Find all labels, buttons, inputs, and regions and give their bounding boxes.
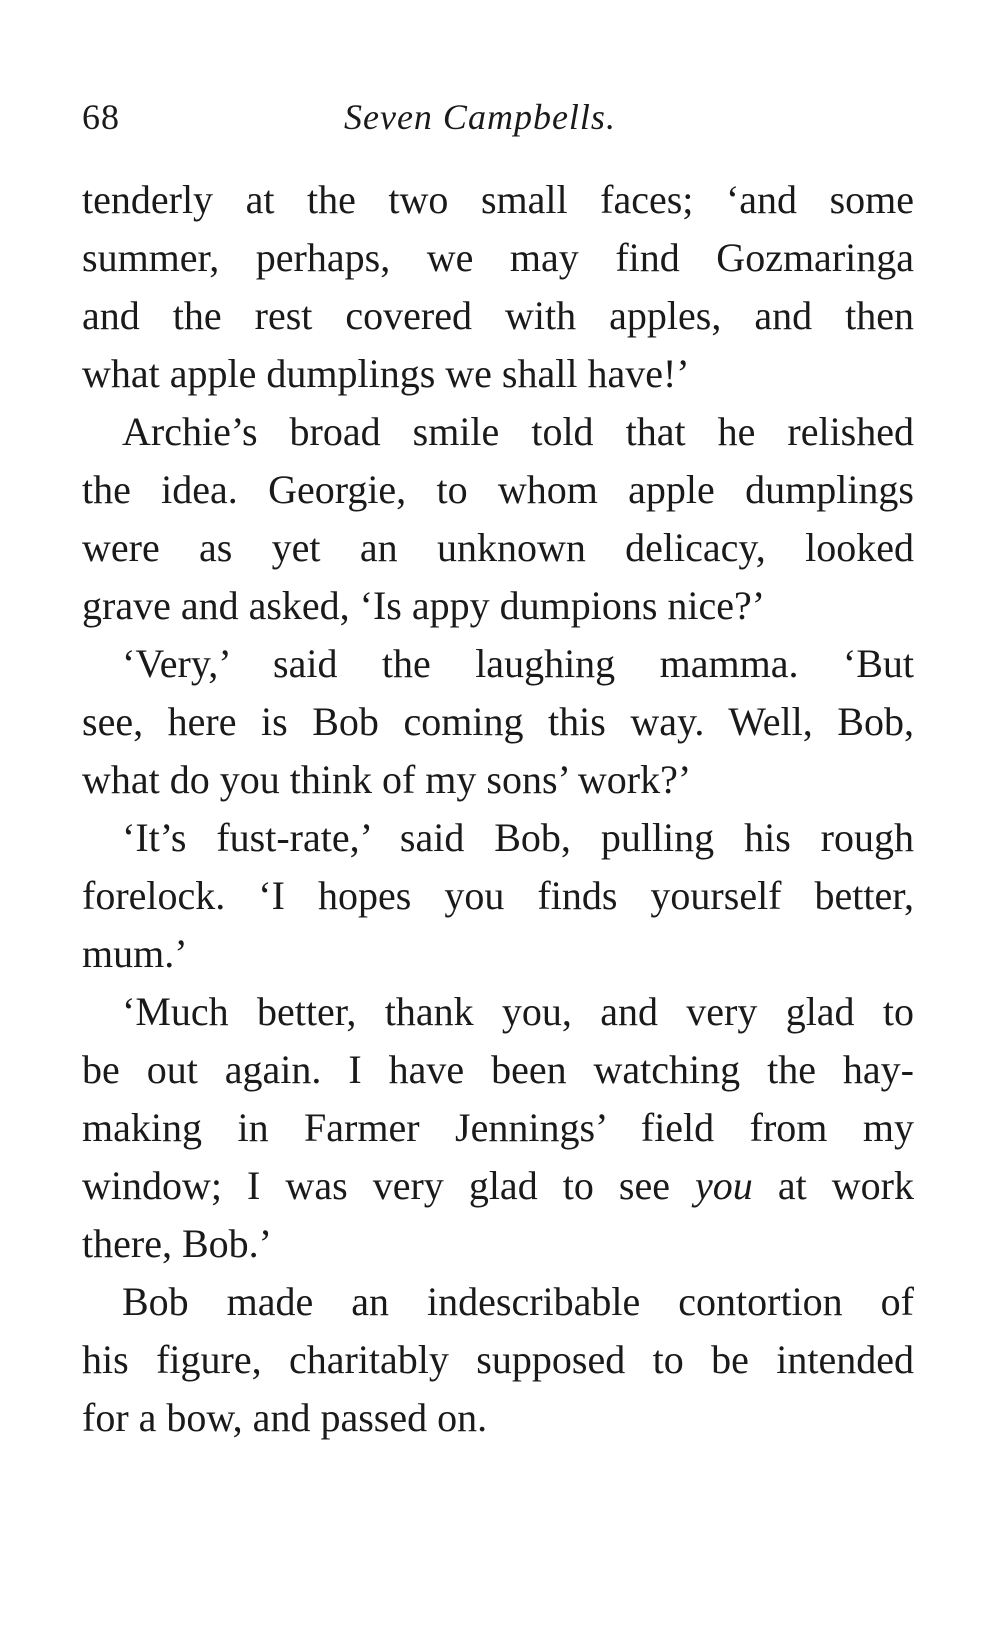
text-line: making in Farmer Jennings’ field from my (82, 1105, 914, 1150)
emphasized-word: you (695, 1163, 753, 1208)
paragraph-start-line: ‘Very,’ said the laughing mamma. ‘But (122, 641, 914, 686)
paragraph-start-line: Bob made an indescribable contortion of (122, 1279, 914, 1324)
paragraph-start-line: Archie’s broad smile told that he relished (122, 409, 914, 454)
text-line: see, here is Bob coming this way. Well, Bob, (82, 699, 914, 744)
text-line: forelock. ‘I hopes you finds yourself better, (82, 873, 914, 918)
text-line: what do you think of my sons’ work?’ (82, 757, 692, 802)
page-header (82, 96, 912, 146)
text-line: the idea. Georgie, to whom apple dumplings (82, 467, 914, 512)
line-text-before: window; I was very glad to see (82, 1163, 696, 1208)
line-text-after: at work (752, 1163, 914, 1208)
running-title: Seven Campbells. (344, 97, 616, 137)
paragraph-start-line: ‘It’s fust-rate,’ said Bob, pulling his rough (122, 815, 914, 860)
page-number: 68 (82, 97, 120, 137)
text-line: grave and asked, ‘Is appy dumpions nice?’ (82, 583, 766, 628)
text-line: mum.’ (82, 931, 188, 976)
text-line: tenderly at the two small faces; ‘and some (82, 177, 914, 222)
text-line: what apple dumplings we shall have!’ (82, 351, 690, 396)
text-line: his figure, charitably supposed to be intended (82, 1337, 914, 1382)
text-line: and the rest covered with apples, and then (82, 293, 914, 338)
text-line-with-emphasis (82, 1160, 914, 1216)
text-line: for a bow, and passed on. (82, 1395, 488, 1440)
text-line: were as yet an unknown delicacy, looked (82, 525, 914, 570)
text-line: there, Bob.’ (82, 1221, 272, 1266)
text-line: summer, perhaps, we may find Gozmaringa (82, 235, 914, 280)
text-line: be out again. I have been watching the hay- (82, 1047, 914, 1092)
paragraph-start-line: ‘Much better, thank you, and very glad to (122, 989, 914, 1034)
